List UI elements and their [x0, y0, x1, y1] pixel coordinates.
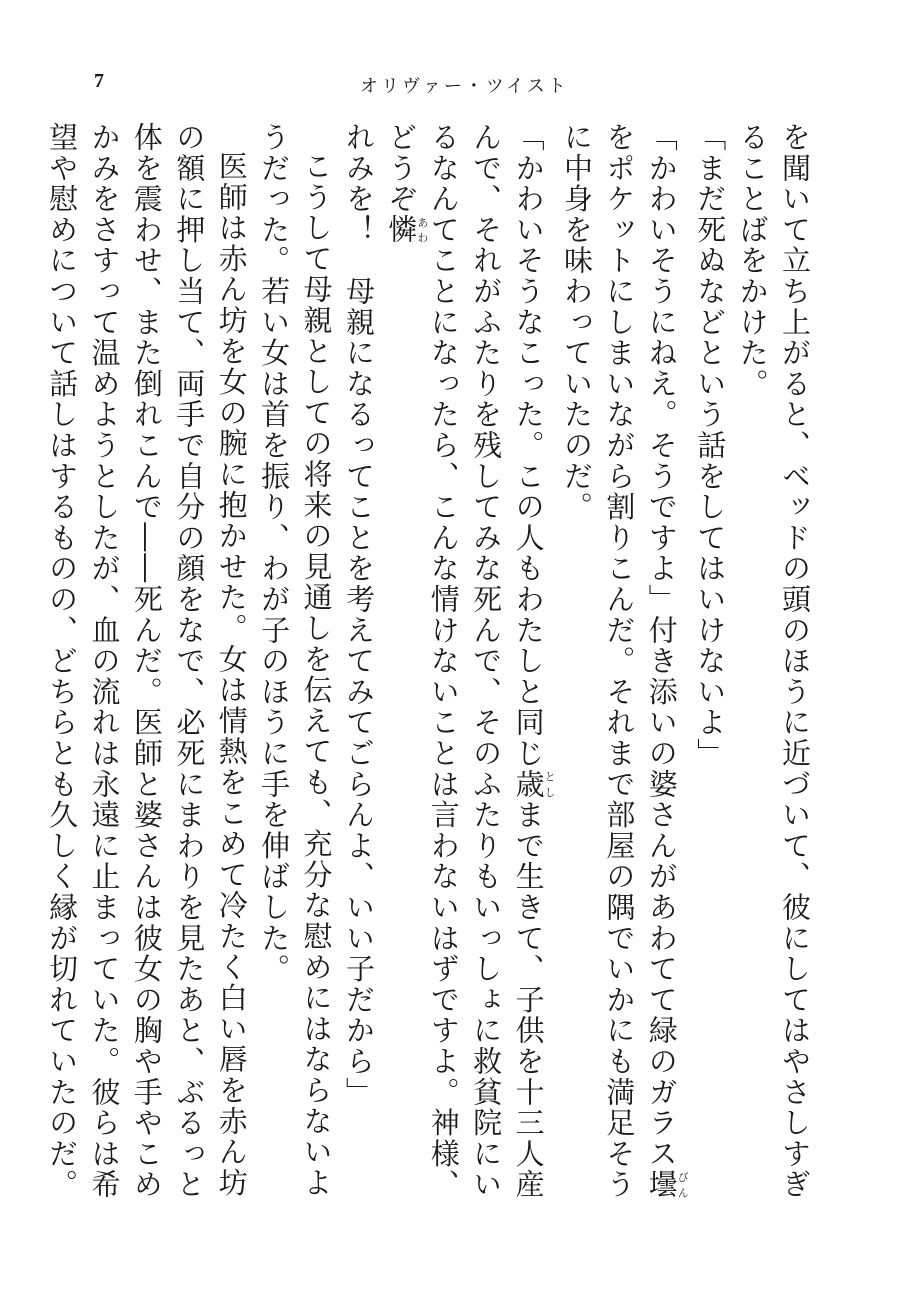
paragraph: 「かわいそうなこった。この人もわたしと同じ歳としまで生きて、子供を十三人産んで、それがふたりを残してみな死んで、そのふたりもいっしょに救貧院にいるなんてことになったら、こんな情けないことは言わないはずですよ。神様、どうぞ憐あわれみを！ 母親になるってことを考えてみてごらんよ、いい子だから」: [341, 122, 557, 1201]
paragraph: こうして母親としての将来の見通しを伝えても、充分な慰めにはならないようだった。若い女は首を振り、わが子のほうに手を伸ばした。: [257, 122, 334, 1199]
ruby-annotation: 壜びん: [644, 1169, 690, 1201]
paragraph: を聞いて立ち上がると、ベッドの頭のほうに近づいて、彼にしてはやさしすぎることばをかけた。: [735, 122, 812, 1200]
page-number: 7: [94, 70, 104, 92]
ruby-annotation: 憐あわ: [384, 214, 429, 246]
ruby-annotation: 歳とし: [511, 768, 557, 800]
paragraph: 「まだ死ぬなどという話をしてはいけないよ」: [693, 122, 728, 769]
paragraph: 「かわいそうにねえ。そうですよ」付き添いの婆さんがあわてて緑のガラス壜びんをポケットにしまいながら割りこんだ。それまで部屋の隅でいかにも満足そうに中身を味わっていたのだ。: [559, 122, 690, 1201]
paragraph: 医師は赤ん坊を女の腕に抱かせた。女は情熱をこめて冷たく白い唇を赤ん坊の額に押し当て、両手で自分の顔をなで、必死にまわりを見たあと、ぶるっと体を震わせ、また倒れこんで――死んだ。医師と婆さんは彼女の胸や手やこめかみをさすって温めようとしたが、血の流れは永遠に止まっていた。彼らは希望や慰めについて話しはするものの、どちらとも久しく縁が切れていたのだ。: [45, 122, 249, 1200]
running-title: オリヴァー・ツイスト: [360, 76, 569, 97]
body-text: [45, 122, 816, 1222]
